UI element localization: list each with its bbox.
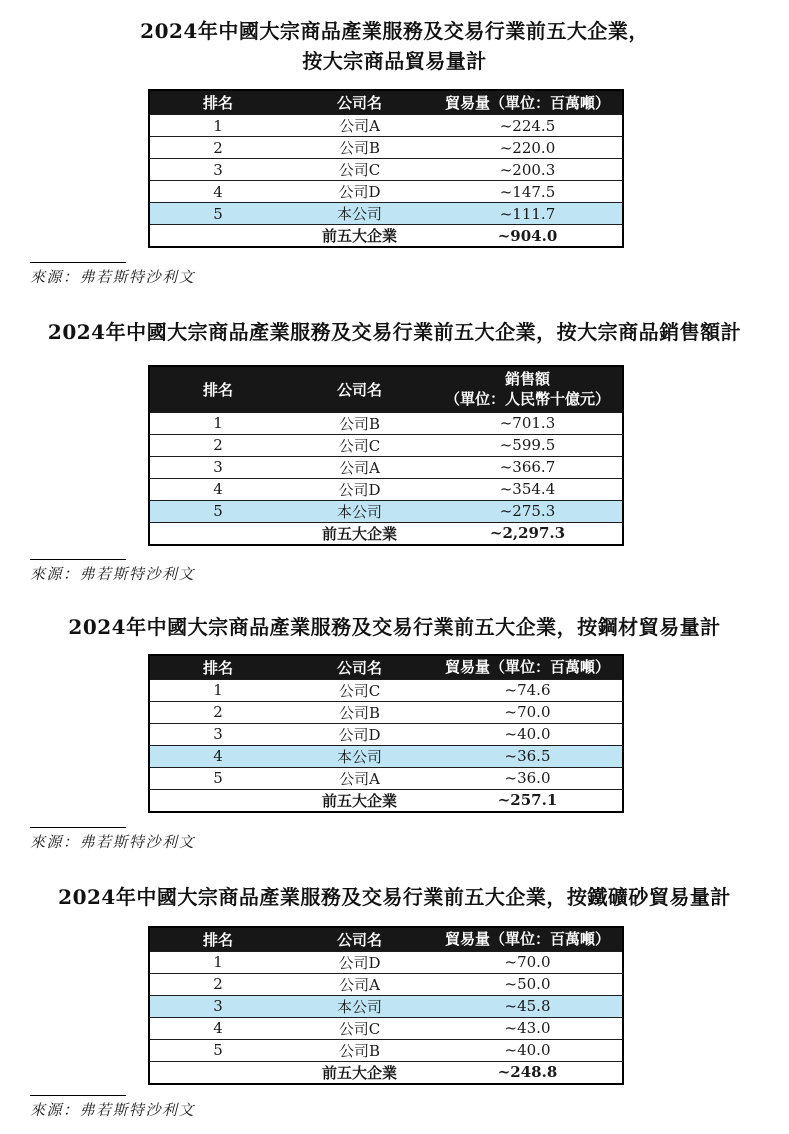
table-row bbox=[149, 181, 623, 203]
source-note bbox=[30, 827, 789, 852]
table-row bbox=[149, 412, 623, 434]
table-header-row bbox=[149, 655, 623, 680]
cell-company: 公司A bbox=[286, 767, 433, 789]
table-row bbox=[149, 679, 623, 701]
sections bbox=[0, 16, 789, 1120]
table-row bbox=[149, 434, 623, 456]
cell-value: ~45.8 bbox=[433, 995, 623, 1017]
table-section bbox=[0, 16, 789, 287]
cell-company: 公司A bbox=[286, 973, 433, 995]
total-rank-empty bbox=[149, 789, 286, 812]
cell-company: 公司D bbox=[286, 951, 433, 973]
table-row bbox=[149, 973, 623, 995]
total-value: ~2,297.3 bbox=[433, 522, 623, 545]
cell-rank: 5 bbox=[149, 1039, 286, 1061]
cell-company: 本公司 bbox=[286, 745, 433, 767]
cell-company: 公司A bbox=[286, 456, 433, 478]
cell-company: 本公司 bbox=[286, 203, 433, 225]
table-title bbox=[0, 882, 789, 912]
table-total-row bbox=[149, 522, 623, 545]
cell-rank: 1 bbox=[149, 412, 286, 434]
cell-rank: 3 bbox=[149, 723, 286, 745]
cell-company: 公司A bbox=[286, 115, 433, 137]
cell-value: ~70.0 bbox=[433, 701, 623, 723]
cell-company: 公司B bbox=[286, 412, 433, 434]
title-line: 2024年中國大宗商品產業服務及交易行業前五大企業， bbox=[140, 19, 649, 43]
table-row bbox=[149, 159, 623, 181]
total-rank-empty bbox=[149, 522, 286, 545]
table-total-row bbox=[149, 1061, 623, 1084]
title-line: 2024年中國大宗商品產業服務及交易行業前五大企業，按鋼材貿易量計 bbox=[68, 614, 721, 639]
cell-value: ~354.4 bbox=[433, 478, 623, 500]
cell-value: ~50.0 bbox=[433, 973, 623, 995]
table-section bbox=[0, 882, 789, 1120]
header-company: 公司名 bbox=[286, 90, 433, 115]
table-total-row bbox=[149, 789, 623, 812]
table-header-row bbox=[149, 90, 623, 115]
table-row bbox=[149, 951, 623, 973]
source-text: 來源：弗若斯特沙利文 bbox=[30, 564, 196, 583]
cell-value: ~40.0 bbox=[433, 723, 623, 745]
header-value-line: 銷售額 bbox=[504, 370, 550, 389]
source-divider bbox=[30, 827, 126, 828]
cell-company: 公司C bbox=[286, 679, 433, 701]
ranking-table bbox=[148, 89, 624, 248]
table-header-row bbox=[149, 366, 623, 412]
cell-value: ~599.5 bbox=[433, 434, 623, 456]
cell-rank: 4 bbox=[149, 1017, 286, 1039]
total-label: 前五大企業 bbox=[286, 789, 433, 812]
cell-rank: 3 bbox=[149, 456, 286, 478]
total-label: 前五大企業 bbox=[286, 522, 433, 545]
source-divider bbox=[30, 262, 126, 263]
table-row-own-company bbox=[149, 745, 623, 767]
table-total-row bbox=[149, 225, 623, 248]
cell-value: ~366.7 bbox=[433, 456, 623, 478]
header-company: 公司名 bbox=[286, 366, 433, 412]
table-header-row bbox=[149, 927, 623, 952]
header-company: 公司名 bbox=[286, 927, 433, 952]
table-row-own-company bbox=[149, 500, 623, 522]
source-note bbox=[30, 1095, 789, 1120]
header-rank: 排名 bbox=[149, 90, 286, 115]
header-rank: 排名 bbox=[149, 366, 286, 412]
table-body bbox=[149, 115, 623, 248]
cell-company: 公司B bbox=[286, 701, 433, 723]
title-line: 2024年中國大宗商品產業服務及交易行業前五大企業，按鐵礦砂貿易量計 bbox=[58, 884, 731, 909]
source-text: 來源：弗若斯特沙利文 bbox=[30, 268, 196, 286]
cell-rank: 5 bbox=[149, 203, 286, 225]
source-divider bbox=[30, 1095, 126, 1096]
table-head bbox=[149, 927, 623, 952]
table-body bbox=[149, 951, 623, 1084]
table-body bbox=[149, 679, 623, 812]
cell-company: 公司B bbox=[286, 1039, 433, 1061]
cell-value: ~220.0 bbox=[433, 137, 623, 159]
source-text: 來源：弗若斯特沙利文 bbox=[30, 832, 196, 851]
table-head bbox=[149, 655, 623, 680]
header-value-line: （單位：人民幣十億元） bbox=[444, 390, 610, 409]
table-section bbox=[0, 612, 789, 852]
table-row bbox=[149, 1017, 623, 1039]
cell-value: ~36.5 bbox=[433, 745, 623, 767]
cell-rank: 1 bbox=[149, 679, 286, 701]
cell-value: ~224.5 bbox=[433, 115, 623, 137]
cell-rank: 3 bbox=[149, 995, 286, 1017]
ranking-table bbox=[148, 926, 624, 1085]
source-note bbox=[30, 559, 789, 584]
source-divider bbox=[30, 559, 126, 560]
cell-value: ~701.3 bbox=[433, 412, 623, 434]
cell-value: ~40.0 bbox=[433, 1039, 623, 1061]
total-value: ~904.0 bbox=[433, 225, 623, 248]
cell-rank: 5 bbox=[149, 500, 286, 522]
cell-value: ~36.0 bbox=[433, 767, 623, 789]
total-value: ~257.1 bbox=[433, 789, 623, 812]
table-row bbox=[149, 767, 623, 789]
header-rank: 排名 bbox=[149, 655, 286, 680]
title-line: 2024年中國大宗商品產業服務及交易行業前五大企業，按大宗商品銷售額計 bbox=[47, 320, 742, 344]
table-title bbox=[0, 612, 789, 642]
cell-rank: 3 bbox=[149, 159, 286, 181]
cell-company: 本公司 bbox=[286, 995, 433, 1017]
cell-rank: 4 bbox=[149, 478, 286, 500]
ranking-table bbox=[148, 365, 624, 546]
cell-company: 公司D bbox=[286, 723, 433, 745]
header-value bbox=[433, 927, 623, 952]
table-title bbox=[0, 16, 789, 76]
total-value: ~248.8 bbox=[433, 1061, 623, 1084]
header-value bbox=[433, 90, 623, 115]
cell-company: 公司C bbox=[286, 434, 433, 456]
cell-company: 公司D bbox=[286, 181, 433, 203]
title-line: 按大宗商品貿易量計 bbox=[302, 49, 487, 73]
table-row bbox=[149, 137, 623, 159]
cell-rank: 4 bbox=[149, 745, 286, 767]
table-section bbox=[0, 317, 789, 584]
header-value bbox=[433, 655, 623, 680]
table-head bbox=[149, 366, 623, 412]
table-row bbox=[149, 701, 623, 723]
cell-rank: 2 bbox=[149, 701, 286, 723]
total-rank-empty bbox=[149, 1061, 286, 1084]
cell-rank: 5 bbox=[149, 767, 286, 789]
cell-rank: 4 bbox=[149, 181, 286, 203]
total-label: 前五大企業 bbox=[286, 1061, 433, 1084]
table-row-own-company bbox=[149, 203, 623, 225]
table-title bbox=[0, 317, 789, 347]
total-label: 前五大企業 bbox=[286, 225, 433, 248]
table-row-own-company bbox=[149, 995, 623, 1017]
cell-rank: 1 bbox=[149, 951, 286, 973]
cell-company: 公司B bbox=[286, 137, 433, 159]
table-body bbox=[149, 412, 623, 545]
source-text: 來源：弗若斯特沙利文 bbox=[30, 1100, 196, 1119]
page bbox=[0, 16, 789, 1134]
cell-rank: 1 bbox=[149, 115, 286, 137]
cell-value: ~111.7 bbox=[433, 203, 623, 225]
table-row bbox=[149, 723, 623, 745]
cell-value: ~43.0 bbox=[433, 1017, 623, 1039]
header-value-line: 貿易量（單位：百萬噸） bbox=[444, 930, 610, 948]
cell-value: ~70.0 bbox=[433, 951, 623, 973]
ranking-table bbox=[148, 654, 624, 813]
cell-rank: 2 bbox=[149, 137, 286, 159]
table-row bbox=[149, 456, 623, 478]
cell-value: ~200.3 bbox=[433, 159, 623, 181]
table-head bbox=[149, 90, 623, 115]
table-row bbox=[149, 1039, 623, 1061]
header-value-line: 貿易量（單位：百萬噸） bbox=[444, 93, 610, 112]
source-note bbox=[30, 262, 789, 287]
cell-rank: 2 bbox=[149, 434, 286, 456]
cell-value: ~147.5 bbox=[433, 181, 623, 203]
header-value bbox=[433, 366, 623, 412]
cell-company: 本公司 bbox=[286, 500, 433, 522]
cell-company: 公司C bbox=[286, 159, 433, 181]
header-value-line: 貿易量（單位：百萬噸） bbox=[444, 658, 610, 676]
table-row bbox=[149, 115, 623, 137]
cell-value: ~74.6 bbox=[433, 679, 623, 701]
cell-company: 公司C bbox=[286, 1017, 433, 1039]
header-rank: 排名 bbox=[149, 927, 286, 952]
header-company: 公司名 bbox=[286, 655, 433, 680]
cell-value: ~275.3 bbox=[433, 500, 623, 522]
table-row bbox=[149, 478, 623, 500]
cell-company: 公司D bbox=[286, 478, 433, 500]
total-rank-empty bbox=[149, 225, 286, 248]
cell-rank: 2 bbox=[149, 973, 286, 995]
